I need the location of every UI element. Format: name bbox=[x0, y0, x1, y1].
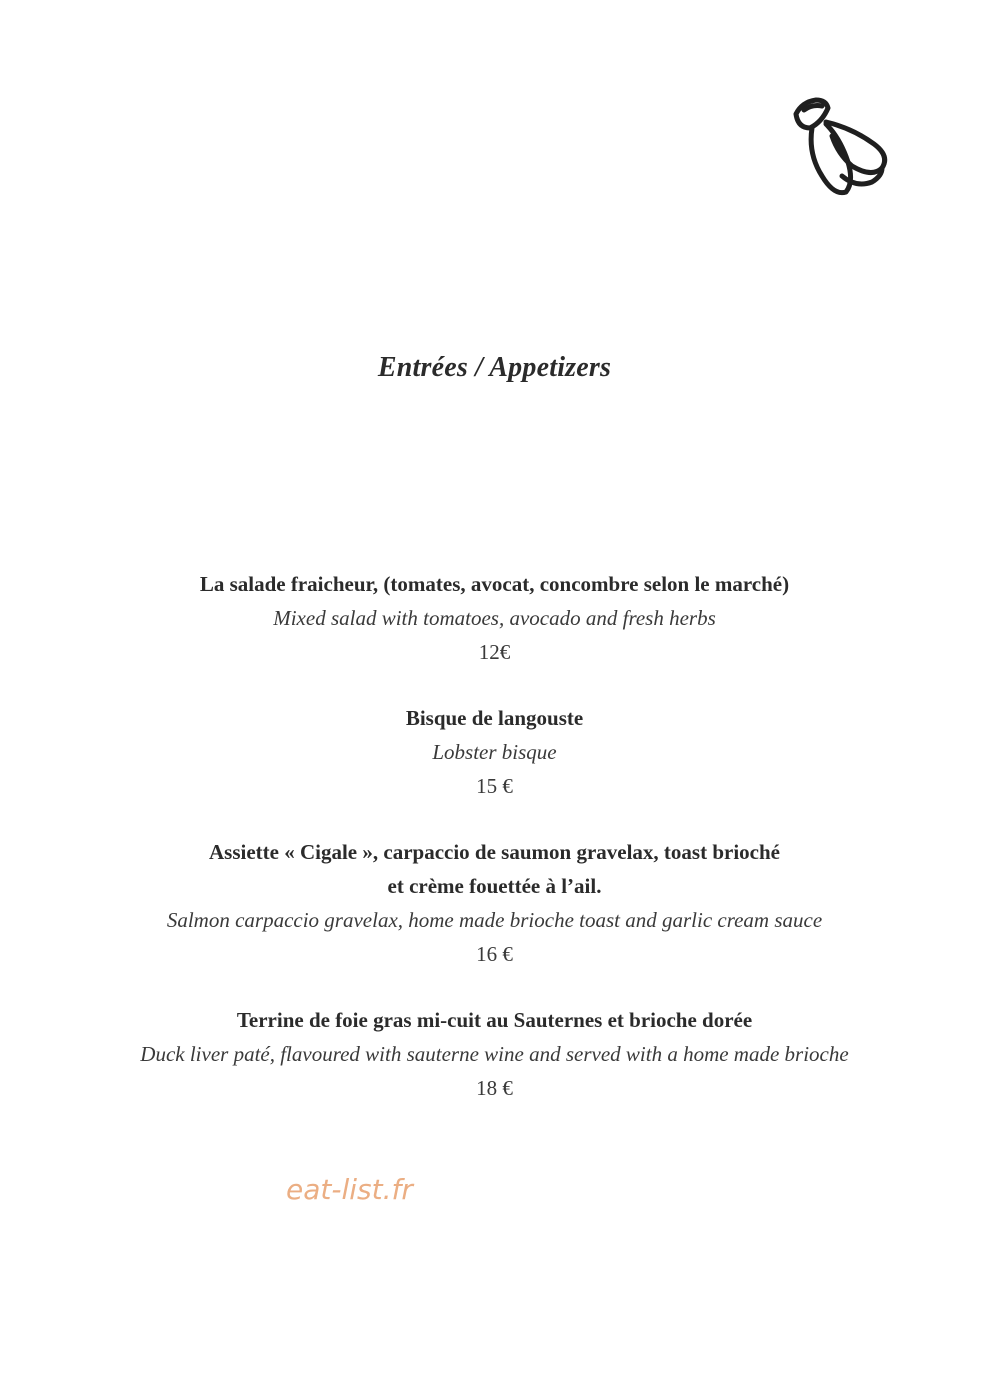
menu-item bbox=[0, 1003, 989, 1105]
dish-name-en: Salmon carpaccio gravelax, home made brioche toast and garlic cream sauce bbox=[166, 908, 823, 932]
dish-price: 15 € bbox=[476, 774, 513, 798]
dish-price: 12€ bbox=[478, 640, 511, 664]
dish-name-en: Lobster bisque bbox=[432, 740, 557, 764]
menu-list bbox=[0, 567, 989, 1105]
dish-name-fr: Bisque de langouste bbox=[405, 706, 584, 730]
dish-name-fr: Assiette « Cigale », carpaccio de saumon gravelax, toast brioché bbox=[209, 840, 780, 864]
menu-item bbox=[0, 567, 989, 669]
section-title: Entrées / Appetizers bbox=[377, 352, 612, 383]
watermark: eat-list.fr bbox=[286, 1173, 413, 1206]
dish-name-fr: La salade fraicheur, (tomates, avocat, concombre selon le marché) bbox=[199, 572, 790, 596]
dish-name-fr-line-2: et crème fouettée à l’ail. bbox=[387, 874, 602, 898]
cicada-logo-icon bbox=[782, 92, 898, 208]
menu-item bbox=[0, 835, 989, 971]
dish-name-en: Mixed salad with tomatoes, avocado and fresh herbs bbox=[273, 606, 716, 630]
dish-price: 16 € bbox=[476, 942, 513, 966]
dish-name-en: Duck liver paté, flavoured with sauterne wine and served with a home made brioche bbox=[140, 1042, 849, 1066]
menu-item bbox=[0, 701, 989, 803]
dish-name-fr: Terrine de foie gras mi-cuit au Sauternes et brioche dorée bbox=[236, 1008, 753, 1032]
dish-price: 18 € bbox=[476, 1076, 513, 1100]
